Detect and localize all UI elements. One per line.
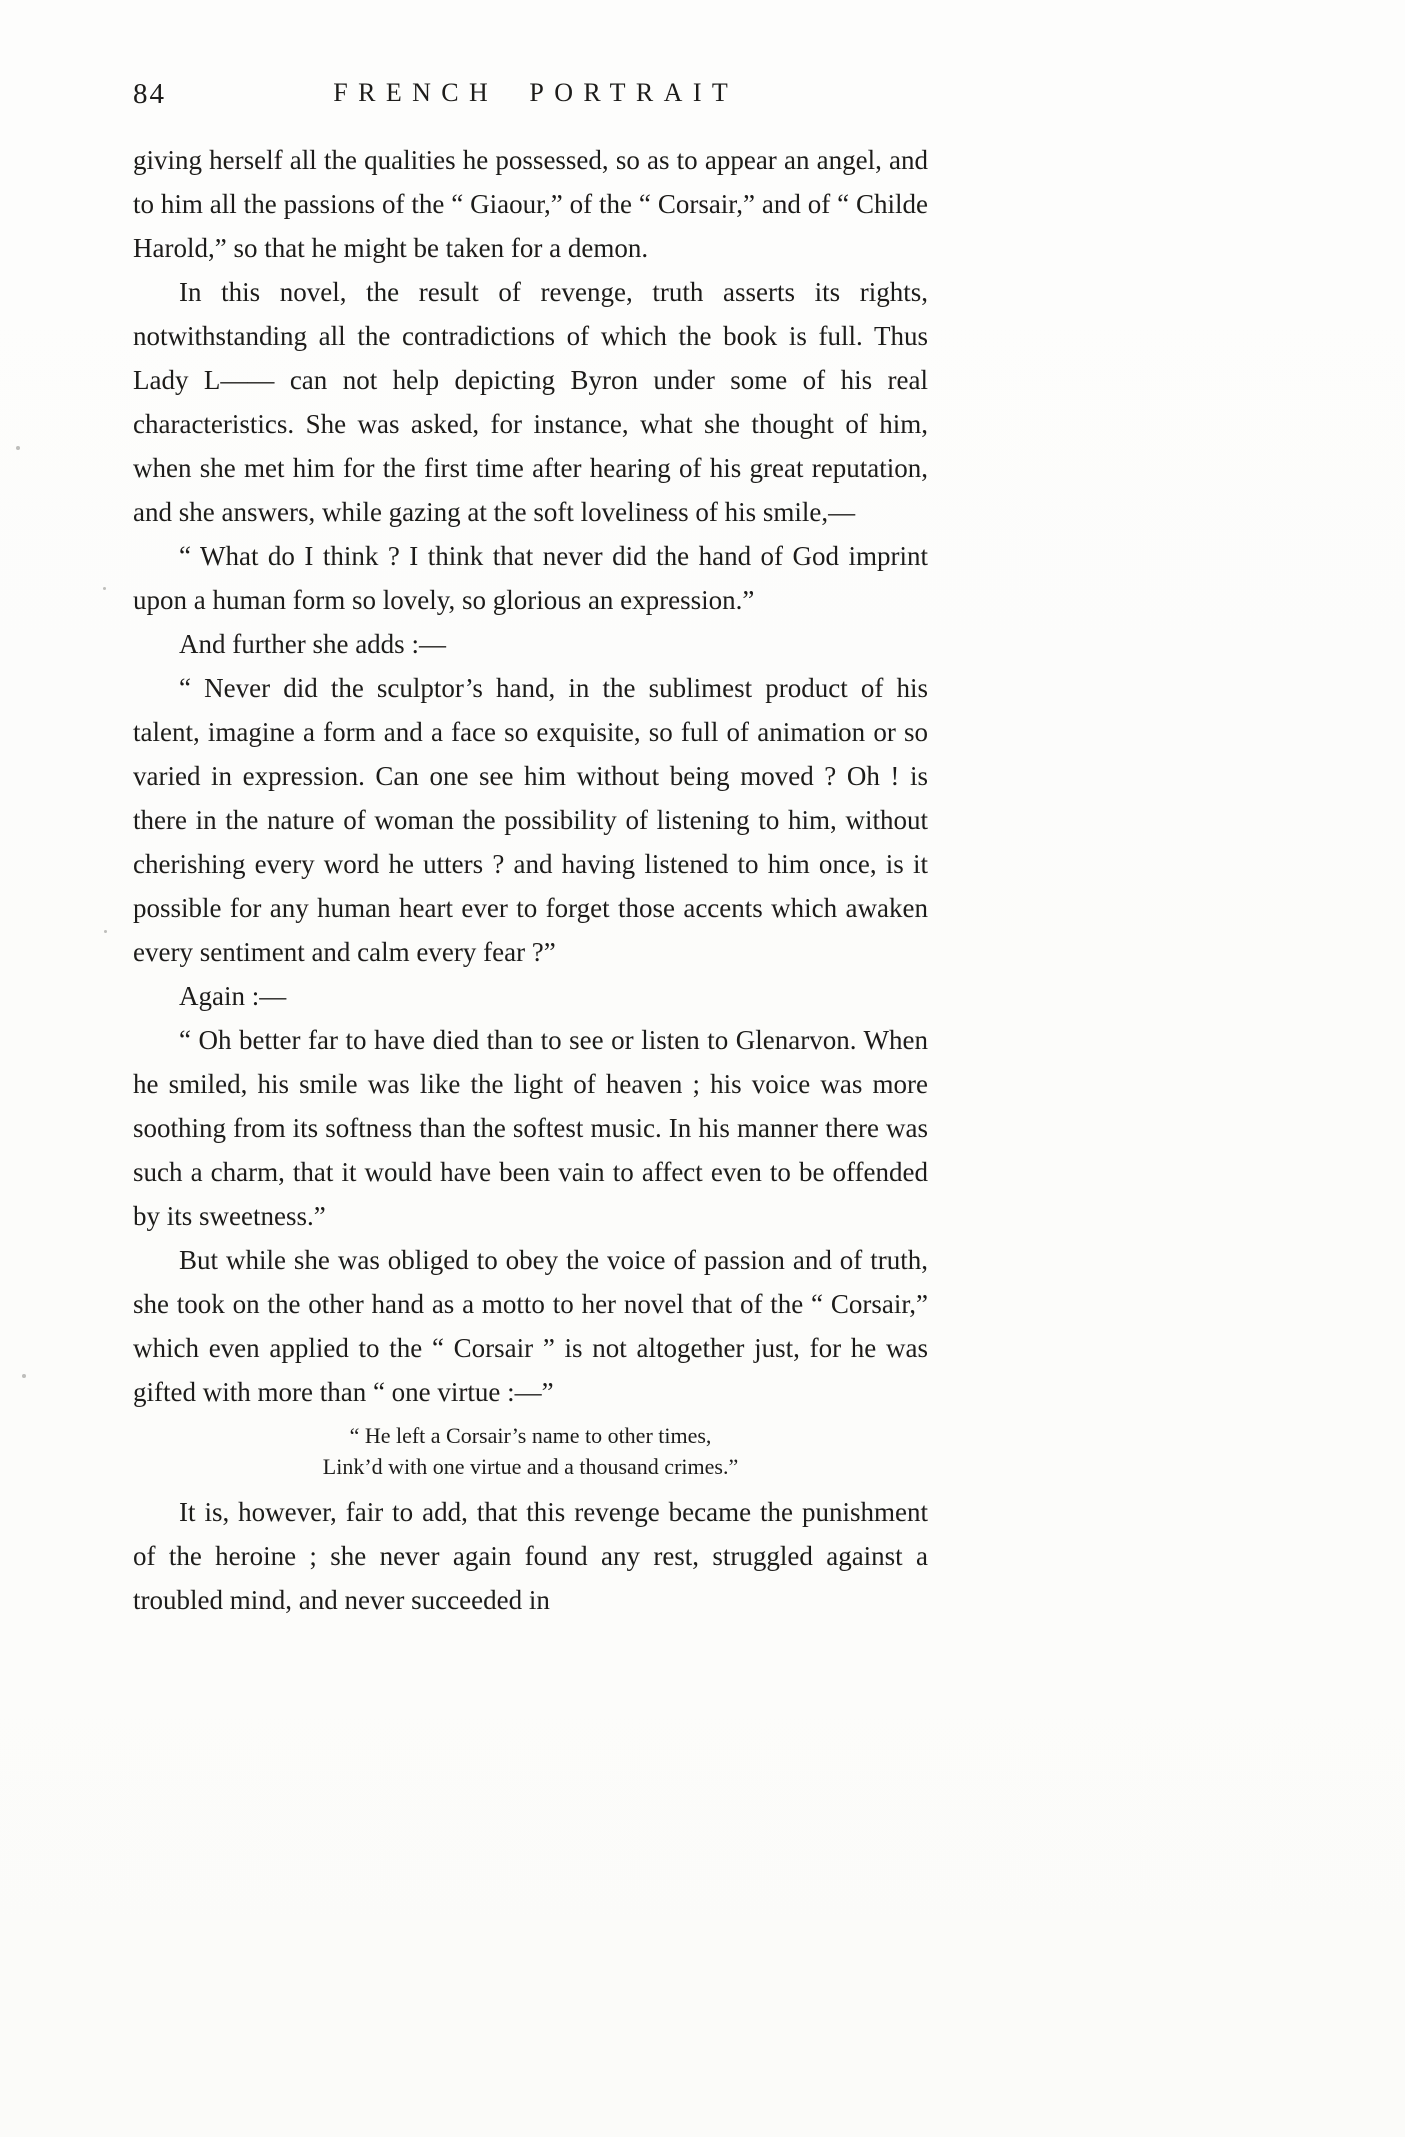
paragraph: In this novel, the result of revenge, truth asserts its rights, notwithstanding all the contradictions of which the book is full. Thus Lady L—— can not help depicting Byron under some of his real characteristics. She was asked, for instance, what she thought of him, when she met him for the first time after hearing of his great reputation, and she answers, while gazing at the soft loveliness of his smile,— [133,277,928,527]
paragraph-continuation: giving herself all the qualities he possessed, so as to appear an angel, and to him all the passions of the “ Giaour,” of the “ Corsair,” and of “ Childe Harold,” so that he might be taken for a demon. [133,145,928,263]
paragraph: “ Never did the sculptor’s hand, in the sublimest product of his talent, imagine a form and a face so exquisite, so full of animation or so varied in expression. Can one see him without being moved ? Oh ! is there in the nature of woman the possibility of listening to him, without cherishing every word he utters ? and having listened to him once, is it possible for any human heart ever to forget those accents which awaken every sentiment and calm every fear ?” [133,673,928,967]
page-body-text [133,138,928,1622]
running-header-title: FRENCH PORTRAIT [333,78,739,107]
paragraph: And further she adds :— [179,629,446,659]
paragraph: It is, however, fair to add, that this revenge became the punishment of the heroine ; she never again found any rest, struggled against a troubled mind, and never succeeded in [133,1497,928,1615]
paragraph: Again :— [179,981,287,1011]
scan-speck [103,587,106,590]
paragraph: But while she was obliged to obey the voice of passion and of truth, she took on the other hand as a motto to her novel that of the “ Corsair,” which even applied to the “ Corsair ” is not altogether just, for he was gifted with more than “ one virtue :—” [133,1245,928,1407]
page-header [133,78,928,118]
verse-line: Link’d with one virtue and a thousand crimes.” [322,1454,739,1479]
paragraph: “ Oh better far to have died than to see or listen to Glenarvon. When he smiled, his smile was like the light of heaven ; his voice was more soothing from its softness than the softest music. In his manner there was such a charm, that it would have been vain to affect even to be offended by its sweetness.” [133,1025,928,1231]
verse-quote [133,1420,928,1482]
scan-speck [16,446,20,450]
verse-line: “ He left a Corsair’s name to other times, [349,1423,712,1448]
page-number: 84 [133,78,166,110]
paragraph: “ What do I think ? I think that never did the hand of God imprint upon a human form so lovely, so glorious an expression.” [133,541,928,615]
scan-speck [104,930,107,933]
scan-speck [22,1374,26,1378]
